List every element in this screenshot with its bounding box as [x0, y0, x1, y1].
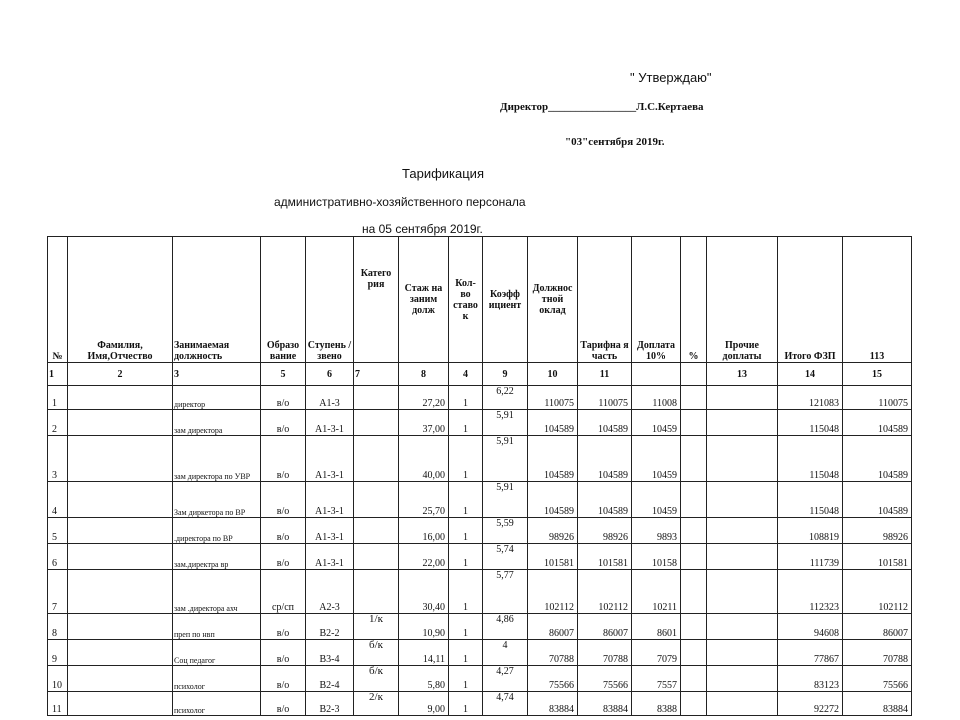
cell-education: в/о [261, 614, 306, 640]
cell-category [354, 518, 399, 544]
cell-other [707, 614, 778, 640]
cell-bonus: 8388 [632, 692, 681, 716]
col-number: 10 [528, 363, 578, 386]
cell-total: 115048 [778, 436, 843, 482]
cell-c113: 102112 [843, 570, 912, 614]
col-number: 3 [173, 363, 261, 386]
cell-bonus: 7079 [632, 640, 681, 666]
cell-rates: 1 [449, 518, 483, 544]
cell-c113: 86007 [843, 614, 912, 640]
cell-level: А1-3-1 [306, 482, 354, 518]
cell-coef: 4,74 [483, 692, 528, 716]
cell-tariff: 83884 [578, 692, 632, 716]
cell-total: 77867 [778, 640, 843, 666]
cell-name [68, 570, 173, 614]
cell-bonus: 10158 [632, 544, 681, 570]
cell-education: в/о [261, 544, 306, 570]
cell-no: 9 [48, 640, 68, 666]
cell-category [354, 386, 399, 410]
cell-c113: 70788 [843, 640, 912, 666]
col-header-percent: % [681, 237, 707, 363]
cell-other [707, 640, 778, 666]
cell-no: 3 [48, 436, 68, 482]
cell-c113: 98926 [843, 518, 912, 544]
col-header-bonus: Доплата 10% [632, 237, 681, 363]
cell-coef: 4 [483, 640, 528, 666]
cell-salary: 102112 [528, 570, 578, 614]
cell-category: 1/к [354, 614, 399, 640]
cell-experience: 9,00 [399, 692, 449, 716]
cell-category: б/к [354, 666, 399, 692]
cell-salary: 86007 [528, 614, 578, 640]
cell-experience: 22,00 [399, 544, 449, 570]
col-number [632, 363, 681, 386]
cell-coef: 5,91 [483, 436, 528, 482]
cell-other [707, 544, 778, 570]
cell-salary: 98926 [528, 518, 578, 544]
cell-tariff: 86007 [578, 614, 632, 640]
cell-name [68, 518, 173, 544]
cell-name [68, 640, 173, 666]
cell-rates: 1 [449, 570, 483, 614]
cell-c113: 83884 [843, 692, 912, 716]
cell-salary: 101581 [528, 544, 578, 570]
cell-coef: 6,22 [483, 386, 528, 410]
cell-name [68, 410, 173, 436]
cell-no: 1 [48, 386, 68, 410]
cell-salary: 104589 [528, 410, 578, 436]
cell-education: в/о [261, 482, 306, 518]
cell-coef: 5,77 [483, 570, 528, 614]
cell-total: 92272 [778, 692, 843, 716]
cell-level: А2-3 [306, 570, 354, 614]
cell-name [68, 666, 173, 692]
cell-other [707, 436, 778, 482]
cell-c113: 75566 [843, 666, 912, 692]
table-row [48, 386, 912, 410]
table-row [48, 410, 912, 436]
cell-other [707, 666, 778, 692]
cell-experience: 10,90 [399, 614, 449, 640]
cell-bonus: 10459 [632, 436, 681, 482]
cell-total: 121083 [778, 386, 843, 410]
cell-tariff: 75566 [578, 666, 632, 692]
col-header-total: Итого ФЗП [778, 237, 843, 363]
director-signature-line: Директор________________Л.С.Кертаева [500, 101, 704, 113]
cell-bonus: 8601 [632, 614, 681, 640]
cell-experience: 37,00 [399, 410, 449, 436]
col-number: 13 [707, 363, 778, 386]
col-header-tariff: Тарифна я часть [578, 237, 632, 363]
cell-percent [681, 410, 707, 436]
cell-tariff: 104589 [578, 482, 632, 518]
document-title: Тарификация [402, 166, 484, 181]
cell-name [68, 692, 173, 716]
cell-education: в/о [261, 666, 306, 692]
cell-rates: 1 [449, 482, 483, 518]
cell-position: зам .директора ахч [173, 570, 261, 614]
cell-no: 7 [48, 570, 68, 614]
cell-experience: 14,11 [399, 640, 449, 666]
approval-stamp-text: " Утверждаю" [630, 70, 712, 85]
column-number-row [48, 363, 912, 386]
cell-category [354, 410, 399, 436]
cell-level: А1-3-1 [306, 544, 354, 570]
cell-percent [681, 482, 707, 518]
cell-level: А1-3 [306, 386, 354, 410]
cell-level: В3-4 [306, 640, 354, 666]
cell-category [354, 570, 399, 614]
col-number: 9 [483, 363, 528, 386]
cell-tariff: 70788 [578, 640, 632, 666]
cell-experience: 25,70 [399, 482, 449, 518]
cell-bonus: 11008 [632, 386, 681, 410]
cell-percent [681, 544, 707, 570]
col-header-level: Ступень /звено [306, 237, 354, 363]
cell-c113: 104589 [843, 482, 912, 518]
cell-total: 108819 [778, 518, 843, 544]
cell-total: 115048 [778, 482, 843, 518]
table-body [48, 386, 912, 716]
document-date-title: на 05 сентября 2019г. [362, 222, 483, 236]
cell-salary: 75566 [528, 666, 578, 692]
cell-no: 10 [48, 666, 68, 692]
cell-position: Зам диркетора по ВР [173, 482, 261, 518]
cell-coef: 5,59 [483, 518, 528, 544]
col-header-other: Прочие доплаты [707, 237, 778, 363]
cell-education: в/о [261, 386, 306, 410]
cell-experience: 27,20 [399, 386, 449, 410]
cell-coef: 5,74 [483, 544, 528, 570]
table-row [48, 436, 912, 482]
col-number: 7 [354, 363, 399, 386]
cell-level: В2-3 [306, 692, 354, 716]
cell-rates: 1 [449, 614, 483, 640]
cell-coef: 5,91 [483, 482, 528, 518]
cell-level: А1-3-1 [306, 518, 354, 544]
cell-percent [681, 436, 707, 482]
col-number: 2 [68, 363, 173, 386]
cell-bonus: 10459 [632, 482, 681, 518]
cell-position: Соц педагог [173, 640, 261, 666]
cell-percent [681, 518, 707, 544]
cell-name [68, 614, 173, 640]
cell-salary: 104589 [528, 482, 578, 518]
cell-tariff: 102112 [578, 570, 632, 614]
cell-category: б/к [354, 640, 399, 666]
tariffication-table [47, 236, 912, 716]
cell-percent [681, 666, 707, 692]
col-number: 8 [399, 363, 449, 386]
cell-position: зам директора по УВР [173, 436, 261, 482]
col-number: 15 [843, 363, 912, 386]
cell-name [68, 482, 173, 518]
col-header-coef: Коэфф ициент [483, 237, 528, 363]
cell-position: преп по нвп [173, 614, 261, 640]
cell-education: в/о [261, 436, 306, 482]
col-header-position: Занимаемая должность [173, 237, 261, 363]
cell-experience: 40,00 [399, 436, 449, 482]
cell-name [68, 544, 173, 570]
cell-rates: 1 [449, 640, 483, 666]
cell-c113: 104589 [843, 410, 912, 436]
cell-total: 115048 [778, 410, 843, 436]
cell-tariff: 101581 [578, 544, 632, 570]
cell-bonus: 10211 [632, 570, 681, 614]
cell-percent [681, 386, 707, 410]
cell-other [707, 386, 778, 410]
cell-tariff: 104589 [578, 410, 632, 436]
col-number: 5 [261, 363, 306, 386]
cell-salary: 70788 [528, 640, 578, 666]
col-header-experience: Стаж на заним долж [399, 237, 449, 363]
col-header-113: 113 [843, 237, 912, 363]
col-header-name: Фамилия, Имя,Отчество [68, 237, 173, 363]
cell-level: В2-4 [306, 666, 354, 692]
cell-position: психолог [173, 666, 261, 692]
col-header-education: Образо вание [261, 237, 306, 363]
cell-position: зам директора [173, 410, 261, 436]
cell-tariff: 104589 [578, 436, 632, 482]
table-header-row [48, 237, 912, 363]
cell-other [707, 570, 778, 614]
cell-rates: 1 [449, 410, 483, 436]
cell-no: 11 [48, 692, 68, 716]
cell-category [354, 544, 399, 570]
table-row [48, 640, 912, 666]
cell-no: 8 [48, 614, 68, 640]
cell-total: 94608 [778, 614, 843, 640]
cell-other [707, 410, 778, 436]
cell-level: А1-3-1 [306, 410, 354, 436]
col-header-salary: Должнос тной оклад [528, 237, 578, 363]
cell-category [354, 436, 399, 482]
col-number: 14 [778, 363, 843, 386]
cell-other [707, 692, 778, 716]
cell-position: .директора по ВР [173, 518, 261, 544]
col-header-category: Катего рия [354, 237, 399, 363]
cell-name [68, 386, 173, 410]
col-number: 1 [48, 363, 68, 386]
cell-tariff: 98926 [578, 518, 632, 544]
cell-total: 112323 [778, 570, 843, 614]
cell-salary: 83884 [528, 692, 578, 716]
cell-category [354, 482, 399, 518]
cell-salary: 110075 [528, 386, 578, 410]
cell-bonus: 7557 [632, 666, 681, 692]
cell-education: в/о [261, 640, 306, 666]
cell-c113: 101581 [843, 544, 912, 570]
col-number: 11 [578, 363, 632, 386]
cell-coef: 4,27 [483, 666, 528, 692]
approval-date: "03"сентября 2019г. [565, 136, 665, 148]
cell-experience: 16,00 [399, 518, 449, 544]
table-row [48, 614, 912, 640]
col-number: 6 [306, 363, 354, 386]
cell-total: 83123 [778, 666, 843, 692]
cell-rates: 1 [449, 436, 483, 482]
cell-rates: 1 [449, 544, 483, 570]
cell-bonus: 9893 [632, 518, 681, 544]
cell-experience: 5,80 [399, 666, 449, 692]
cell-position: директор [173, 386, 261, 410]
cell-experience: 30,40 [399, 570, 449, 614]
cell-rates: 1 [449, 386, 483, 410]
cell-other [707, 518, 778, 544]
cell-name [68, 436, 173, 482]
cell-c113: 104589 [843, 436, 912, 482]
cell-rates: 1 [449, 692, 483, 716]
cell-position: зам.директра вр [173, 544, 261, 570]
table-row [48, 692, 912, 716]
cell-other [707, 482, 778, 518]
cell-education: ср/сп [261, 570, 306, 614]
cell-tariff: 110075 [578, 386, 632, 410]
cell-percent [681, 570, 707, 614]
cell-percent [681, 692, 707, 716]
cell-category: 2/к [354, 692, 399, 716]
table-row [48, 544, 912, 570]
cell-salary: 104589 [528, 436, 578, 482]
cell-coef: 4,86 [483, 614, 528, 640]
cell-no: 2 [48, 410, 68, 436]
cell-no: 5 [48, 518, 68, 544]
cell-no: 6 [48, 544, 68, 570]
cell-rates: 1 [449, 666, 483, 692]
table-row [48, 666, 912, 692]
cell-no: 4 [48, 482, 68, 518]
cell-bonus: 10459 [632, 410, 681, 436]
cell-percent [681, 640, 707, 666]
cell-level: А1-3-1 [306, 436, 354, 482]
cell-position: психолог [173, 692, 261, 716]
cell-coef: 5,91 [483, 410, 528, 436]
cell-education: в/о [261, 518, 306, 544]
col-number [681, 363, 707, 386]
table-row [48, 570, 912, 614]
col-number: 4 [449, 363, 483, 386]
cell-level: В2-2 [306, 614, 354, 640]
col-header-rates: Кол- во ставо к [449, 237, 483, 363]
table-row [48, 518, 912, 544]
cell-c113: 110075 [843, 386, 912, 410]
col-header-no: № [48, 237, 68, 363]
cell-percent [681, 614, 707, 640]
cell-education: в/о [261, 692, 306, 716]
cell-total: 111739 [778, 544, 843, 570]
document-subtitle: административно-хозяйственного персонала [274, 195, 526, 209]
table-row [48, 482, 912, 518]
cell-education: в/о [261, 410, 306, 436]
